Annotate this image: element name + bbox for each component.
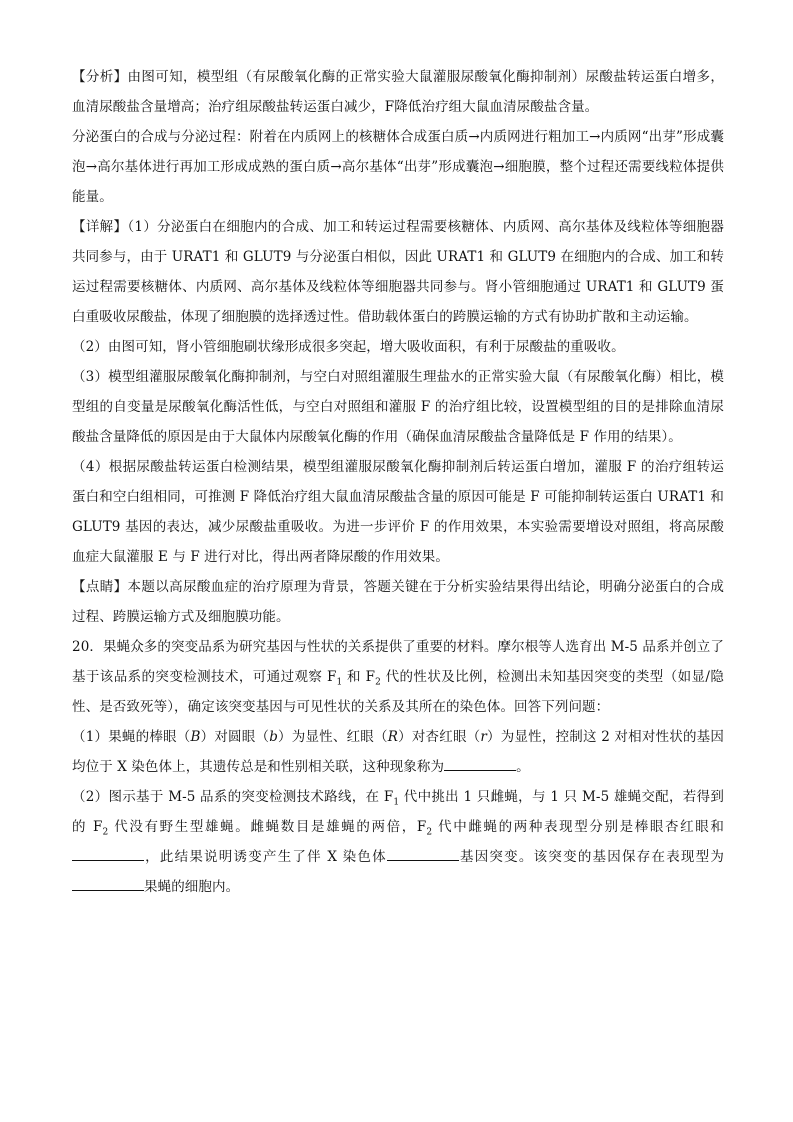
comment-text: 本题以高尿酸血症的治疗原理为背景，答题关键在于分析实验结果得出结论，明确分泌蛋白的合成过程、跨膜运输方式及细胞膜功能。 <box>72 579 724 625</box>
document-page <box>72 62 724 902</box>
detail-paragraph-3: （3）模型组灌服尿酸氧化酶抑制剂，与空白对照组灌服生理盐水的正常实验大鼠（有尿酸氧化酶）相比，模型组的自变量是尿酸氧化酶活性低，与空白对照组和灌服 F 的治疗组比较，设置模型组的目的是排除血清尿酸盐含量降低的原因是由于大鼠体内尿酸氧化酶的作用（确保血清尿酸盐含量降低是 F 作用的结果）。 <box>72 369 724 445</box>
q20-subscript: 2 <box>102 827 109 838</box>
q20-p2-text: 代中挑出 1 只雌蝇，与 1 只 M-5 雄蝇交配，若得到的 F <box>72 789 724 835</box>
gene-symbol: R <box>387 729 398 745</box>
analysis-tag: 【分析】 <box>72 69 128 85</box>
comment-tag: 【点睛】 <box>72 579 128 595</box>
q20-p1-text: ）为显性，控制这 2 对相对性状的基因均位于 X 染色体上，其遗传总是和性别相关联，这种现象称为 <box>72 729 724 775</box>
gene-symbol: B <box>190 729 201 745</box>
q20-subscript: 1 <box>393 797 400 808</box>
detail-text-1: （1）分泌蛋白在细胞内的合成、加工和转运过程需要核糖体、内质网、高尔基体及线粒体等细胞器共同参与，由于 URAT1 和 GLUT9 与分泌蛋白相似，因此 URAT1 和 GLUT9 在细胞内的合成、加工和转运过程需要核糖体、内质网、高尔基体及线粒体等细胞器共同参与。肾小管细胞通过 URAT1 和 GLUT9 蛋白重吸收尿酸盐，体现了细胞膜的选择透过性。借助载体蛋白的跨膜运输的方式有协助扩散和主动运输。 <box>72 219 724 325</box>
q20-p1-text: ）为显性、红眼（ <box>277 729 388 745</box>
q20-intro-text-c: 代的性状及比例，检测出未知基因突变的类型（如显/隐性、是否致死等），确定该突变基因与可见性状的关系及其所在的染色体。回答下列问题： <box>72 669 724 715</box>
q20-p2-text: 代中雌蝇的两种表现型分别是棒眼杏红眼和 <box>432 819 724 835</box>
answer-blank-2[interactable] <box>72 846 144 861</box>
q20-p1-text: 。 <box>516 759 530 775</box>
q20-subscript: 2 <box>426 827 433 838</box>
answer-blank-1[interactable] <box>444 756 516 771</box>
question-20-part-2 <box>72 782 724 902</box>
q20-intro-text-a: 20．果蝇众多的突变品系为研究基因与性状的关系提供了重要的材料。摩尔根等人选育出 M-5 品系并创立了基于该品系的突变检测技术，可通过观察 F <box>72 639 724 685</box>
question-20-part-1 <box>72 722 724 782</box>
q20-p2-text: 基因突变。该突变的基因保存在表现型为 <box>458 849 724 865</box>
detail-tag: 【详解】 <box>72 219 128 235</box>
analysis-paragraph-2: 分泌蛋白的合成与分泌过程：附着在内质网上的核糖体合成蛋白质→内质网进行粗加工→内质网“出芽”形成囊泡→高尔基体进行再加工形成成熟的蛋白质→高尔基体“出芽”形成囊泡→细胞膜，整个过程还需要线粒体提供能量。 <box>72 129 724 205</box>
q20-p1-text: （1）果蝇的棒眼（ <box>72 729 191 745</box>
q20-p2-text: 果蝇的细胞内。 <box>144 879 240 895</box>
q20-p2-text: 代没有野生型雄蝇。雌蝇数目是雄蝇的两倍，F <box>108 819 427 835</box>
question-20-intro <box>72 632 724 722</box>
q20-p1-text: ）对杏红眼（ <box>398 729 481 745</box>
q20-subscript: 2 <box>375 677 381 688</box>
gene-symbol: r <box>480 729 487 745</box>
q20-p1-text: ）对圆眼（ <box>200 729 270 745</box>
q20-p2-text: ，此结果说明诱变产生了伴 X 染色体 <box>144 849 387 865</box>
detail-paragraph-1 <box>72 212 724 332</box>
analysis-paragraph-1 <box>72 62 724 122</box>
detail-paragraph-4: （4）根据尿酸盐转运蛋白检测结果，模型组灌服尿酸氧化酶抑制剂后转运蛋白增加，灌服 F 的治疗组转运蛋白和空白组相同，可推测 F 降低治疗组大鼠血清尿酸盐含量的原因可能是 F 可能抑制转运蛋白 URAT1 和 GLUT9 基因的表达，减少尿酸盐重吸收。为进一步评价 F 的作用效果，本实验需要增设对照组，将高尿酸血症大鼠灌服 E 与 F 进行对比，得出两者降尿酸的作用效果。 <box>72 459 724 565</box>
gene-symbol: b <box>269 729 278 745</box>
answer-blank-4[interactable] <box>72 876 144 891</box>
comment-paragraph <box>72 572 724 632</box>
q20-subscript: 1 <box>336 677 343 688</box>
q20-intro-text-b: 和 F <box>342 669 376 685</box>
detail-paragraph-2: （2）由图可知，肾小管细胞刷状缘形成很多突起，增大吸收面积，有利于尿酸盐的重吸收。 <box>72 339 625 355</box>
answer-blank-3[interactable] <box>387 846 459 861</box>
analysis-text-1: 由图可知，模型组（有尿酸氧化酶的正常实验大鼠灌服尿酸氧化酶抑制剂）尿酸盐转运蛋白增多，血清尿酸盐含量增高；治疗组尿酸盐转运蛋白减少，F降低治疗组大鼠血清尿酸盐含量。 <box>72 69 724 115</box>
q20-p2-text: （2）图示基于 M-5 品系的突变检测技术路线，在 F <box>72 789 394 805</box>
